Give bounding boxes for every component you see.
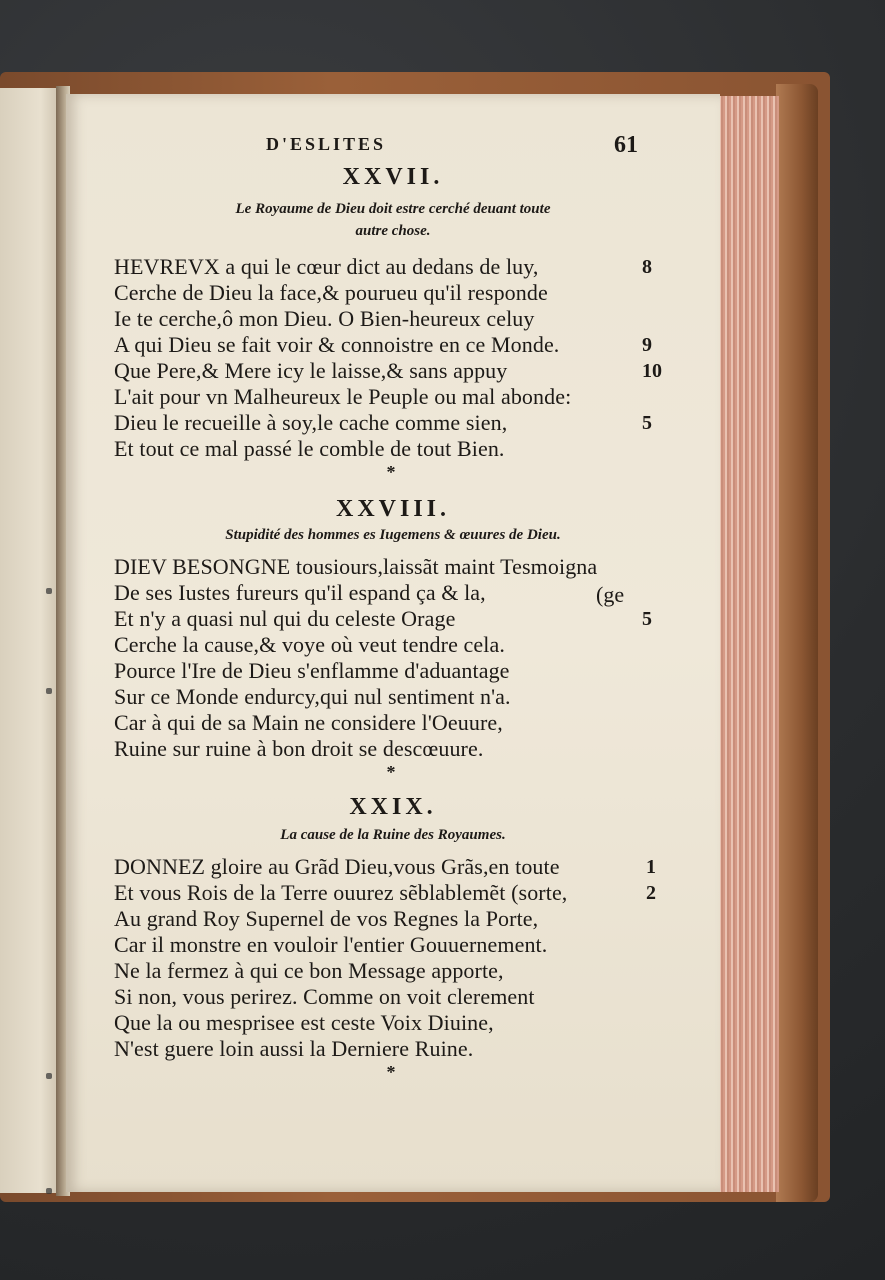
verse-line: Sur ce Monde endurcy,qui nul sentiment n'a. [114, 684, 511, 709]
verse-line: Ie te cerche,ô mon Dieu. O Bien-heureux celuy [114, 306, 535, 331]
section-title: Stupidité des hommes es Iugemens & œuures de Dieu. [225, 527, 561, 543]
verse-line: Cerche la cause,& voye où veut tendre cela. [114, 632, 505, 657]
verse-line: Car à qui de sa Main ne considere l'Oeuure, [114, 710, 503, 735]
margin-number: 10 [642, 360, 662, 382]
verse-line: Car il monstre en vouloir l'entier Gouuernement. [114, 932, 548, 957]
section-title: Le Royaume de Dieu doit estre cerché deuant toute [235, 201, 551, 217]
verse-line: Dieu le recueille à soy,le cache comme sien, [114, 410, 508, 435]
verse-line: L'ait pour vn Malheureux le Peuple ou mal abonde: [114, 384, 572, 409]
page-edges [716, 96, 779, 1192]
verse-line: Au grand Roy Supernel de vos Regnes la Porte, [114, 906, 539, 931]
verse-line: DIEV BESONGNE tousiours,laissãt maint Tesmoigna [114, 554, 598, 579]
margin-number: 5 [642, 608, 652, 630]
book-page [66, 94, 720, 1192]
running-head: D'ESLITES [266, 134, 387, 154]
verse-line: De ses Iustes fureurs qu'il espand ça & la, [114, 580, 486, 605]
section-title: La cause de la Ruine des Royaumes. [280, 827, 506, 843]
ornament: * [386, 462, 396, 482]
ornament: * [386, 1062, 396, 1082]
verse-line: N'est guere loin aussi la Derniere Ruine. [114, 1036, 474, 1061]
bleed-mark [46, 688, 52, 694]
bleed-mark [46, 1188, 52, 1194]
verse-line: Et tout ce mal passé le comble de tout Bien. [114, 436, 505, 461]
verse-line: A qui Dieu se fait voir & connoistre en ce Monde. [114, 332, 560, 357]
page-header [66, 132, 720, 162]
verse-line: Que la ou mesprisee est ceste Voix Diuine, [114, 1010, 494, 1035]
section-number: XXVIII. [335, 496, 450, 522]
page-number: 61 [614, 132, 638, 158]
verse-line: Pource l'Ire de Dieu s'enflamme d'aduantage [114, 658, 510, 683]
verse-line: Ruine sur ruine à bon droit se descœuure. [114, 736, 484, 761]
verse-line: DONNEZ gloire au Grãd Dieu,vous Grãs,en toute [114, 854, 560, 879]
ornament: * [386, 762, 396, 782]
verse-line: Et n'y a quasi nul qui du celeste Orage [114, 606, 456, 631]
verse-line: Ne la fermez à qui ce bon Message apporte, [114, 958, 504, 983]
section-title: autre chose. [355, 223, 431, 239]
margin-number: 1 [646, 856, 656, 878]
margin-number: 9 [642, 334, 652, 356]
margin-number: 8 [642, 256, 652, 278]
margin-number: 5 [642, 412, 652, 434]
verse-line: Cerche de Dieu la face,& pourueu qu'il responde [114, 280, 548, 305]
section-number: XXIX. [349, 794, 437, 820]
section-number: XXVII. [342, 164, 444, 190]
verse-line: Que Pere,& Mere icy le laisse,& sans appuy [114, 358, 508, 383]
page-text [66, 94, 720, 1192]
cover-edge [776, 84, 818, 1202]
bleed-mark [46, 1073, 52, 1079]
margin-number: 2 [646, 882, 656, 904]
bleed-mark [46, 588, 52, 594]
margin-catchword: (ge [596, 582, 625, 607]
verse-line: Si non, vous perirez. Comme on voit clerement [114, 984, 535, 1009]
verse-line: HEVREVX a qui le cœur dict au dedans de luy, [114, 254, 539, 279]
verse-line: Et vous Rois de la Terre ouurez sẽblablemẽt (sorte, [114, 880, 568, 905]
left-page-edge [0, 88, 60, 1193]
